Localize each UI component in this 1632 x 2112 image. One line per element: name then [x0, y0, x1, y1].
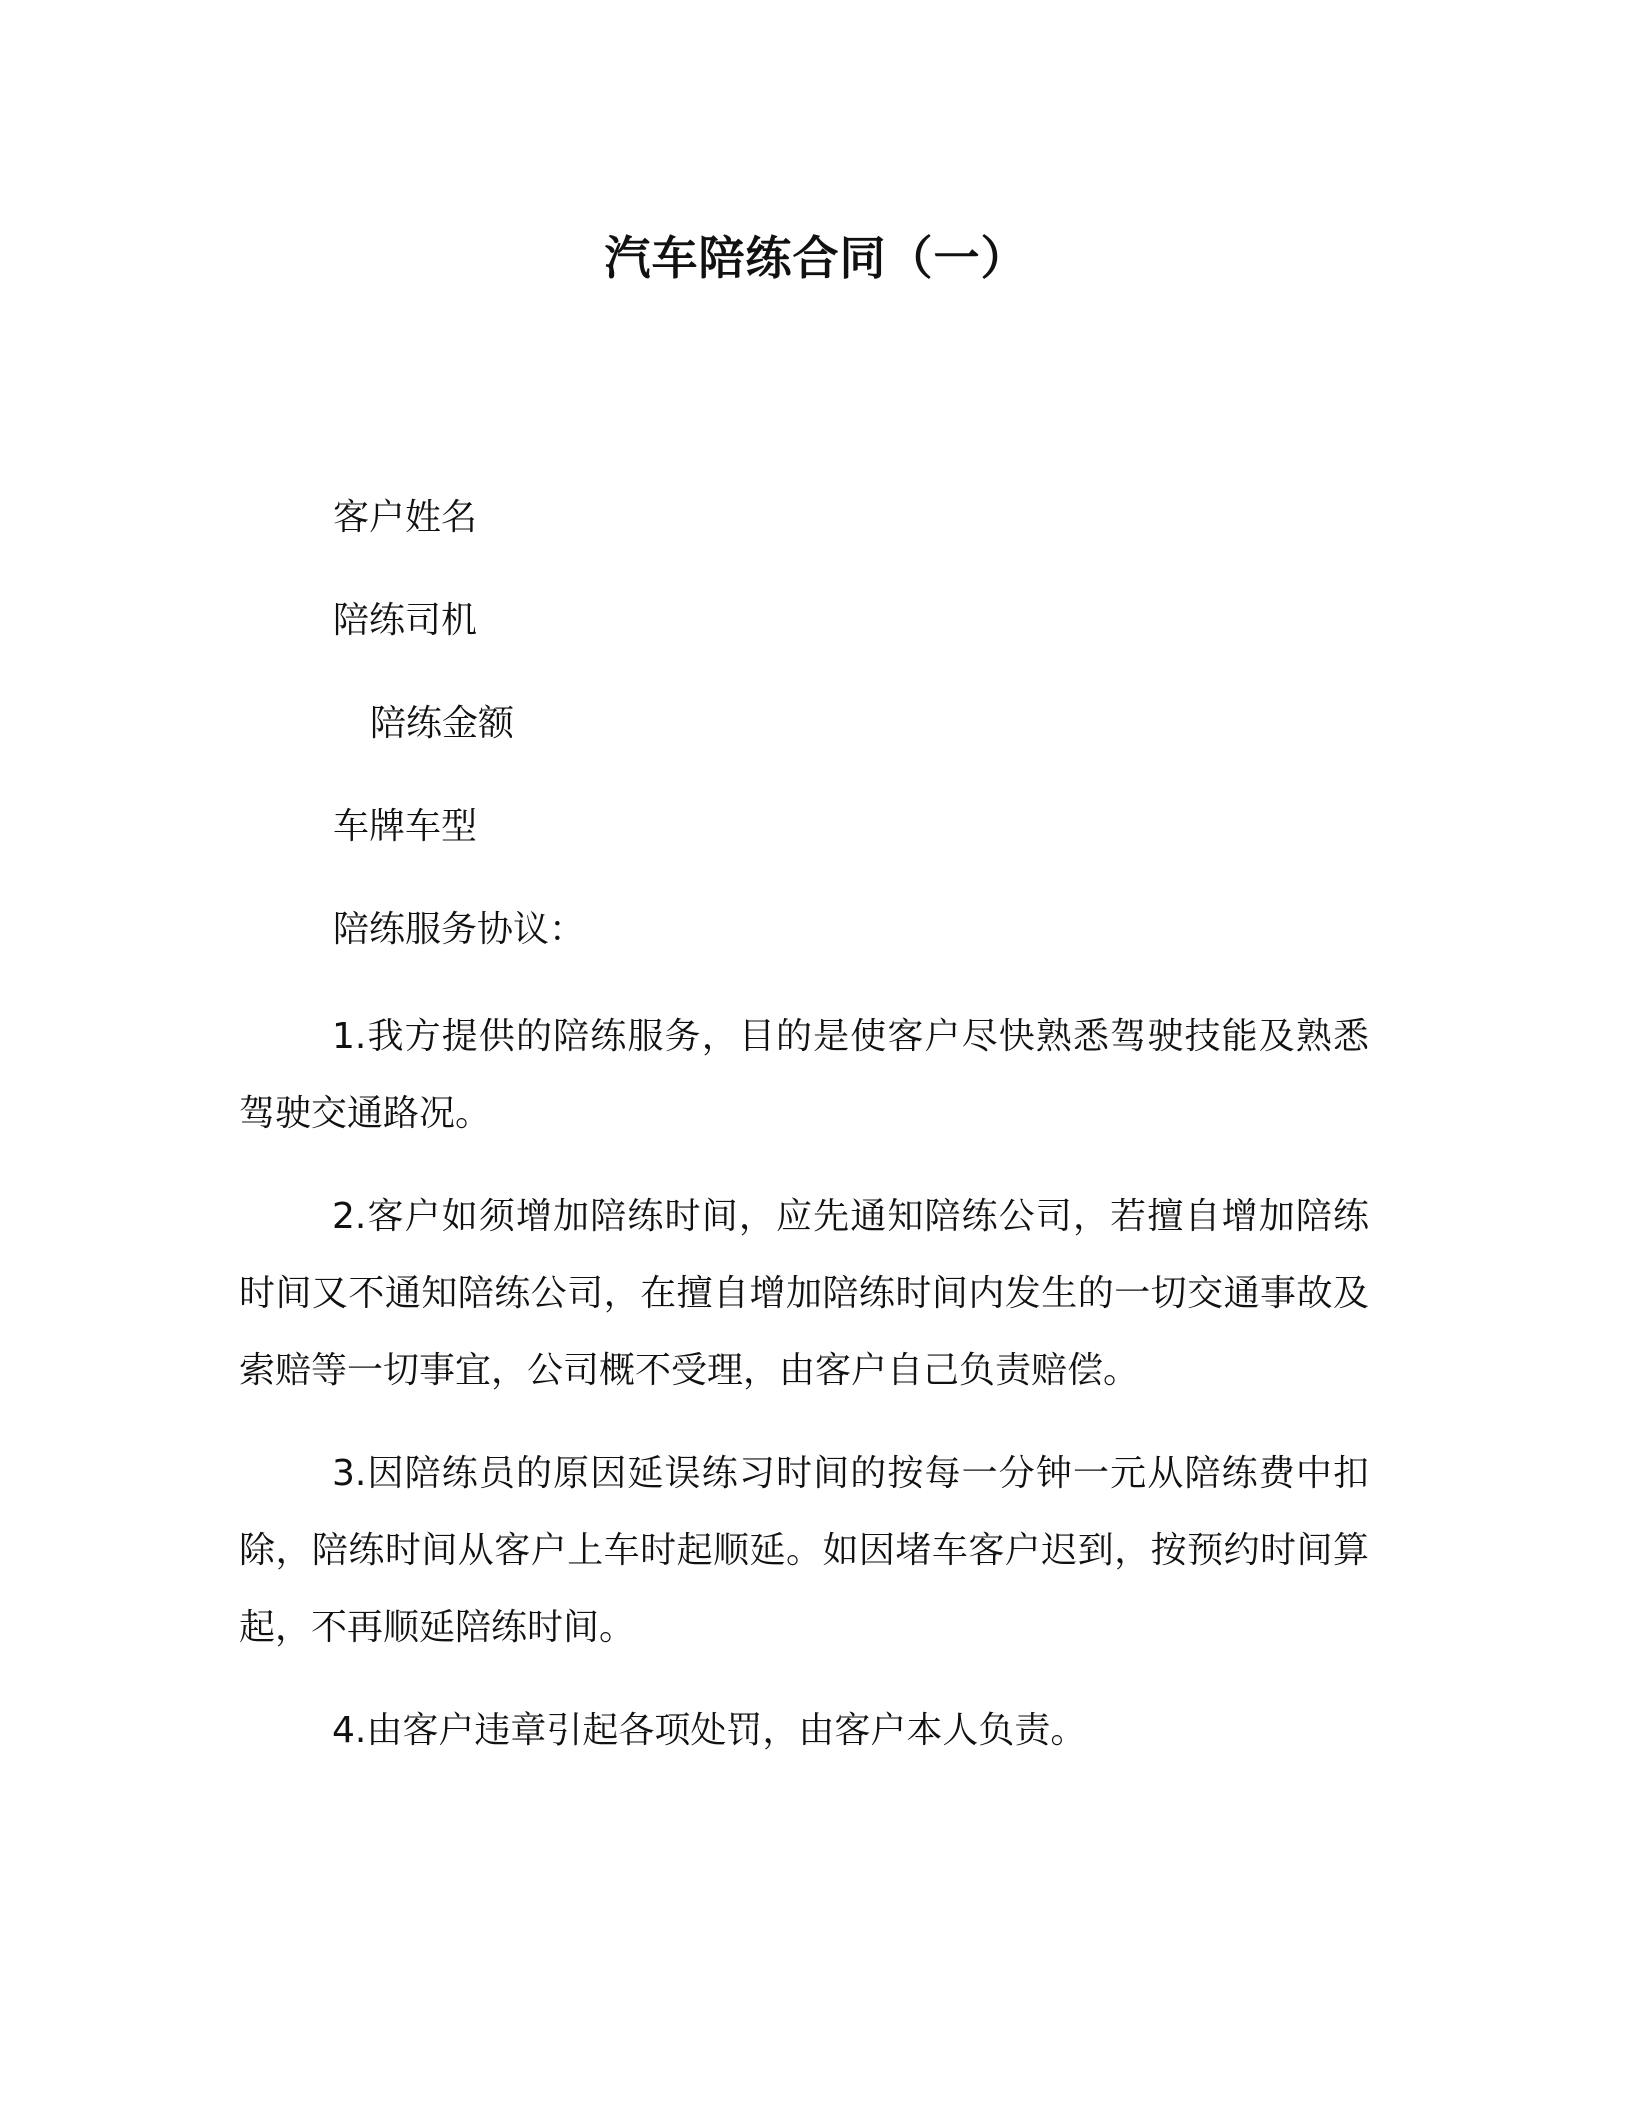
- clause-4: 4.由客户违章引起各项处罚，由客户本人负责。: [332, 1710, 1087, 1751]
- section-heading: 陪练服务协议：: [333, 909, 586, 950]
- document-title: 汽车陪练合同（一）: [604, 231, 1028, 285]
- field-amount: 陪练金额: [370, 703, 515, 744]
- field-driver: 陪练司机: [333, 600, 478, 641]
- field-plate-model: 车牌车型: [333, 806, 478, 847]
- clause-1: 1.我方提供的陪练服务，目的是使客户尽快熟悉驾驶技能及熟悉驾驶交通路况。: [239, 1016, 1369, 1134]
- field-customer-name: 客户姓名: [333, 497, 478, 538]
- clause-3: 3.因陪练员的原因延误练习时间的按每一分钟一元从陪练费中扣除，陪练时间从客户上车时起顺延。如因堵车客户迟到，按预约时间算起，不再顺延陪练时间。: [239, 1453, 1369, 1648]
- clause-2: 2.客户如须增加陪练时间，应先通知陪练公司，若擅自增加陪练时间又不通知陪练公司，在擅自增加陪练时间内发生的一切交通事故及索赔等一切事宜，公司概不受理，由客户自己负责赔偿。: [239, 1196, 1369, 1391]
